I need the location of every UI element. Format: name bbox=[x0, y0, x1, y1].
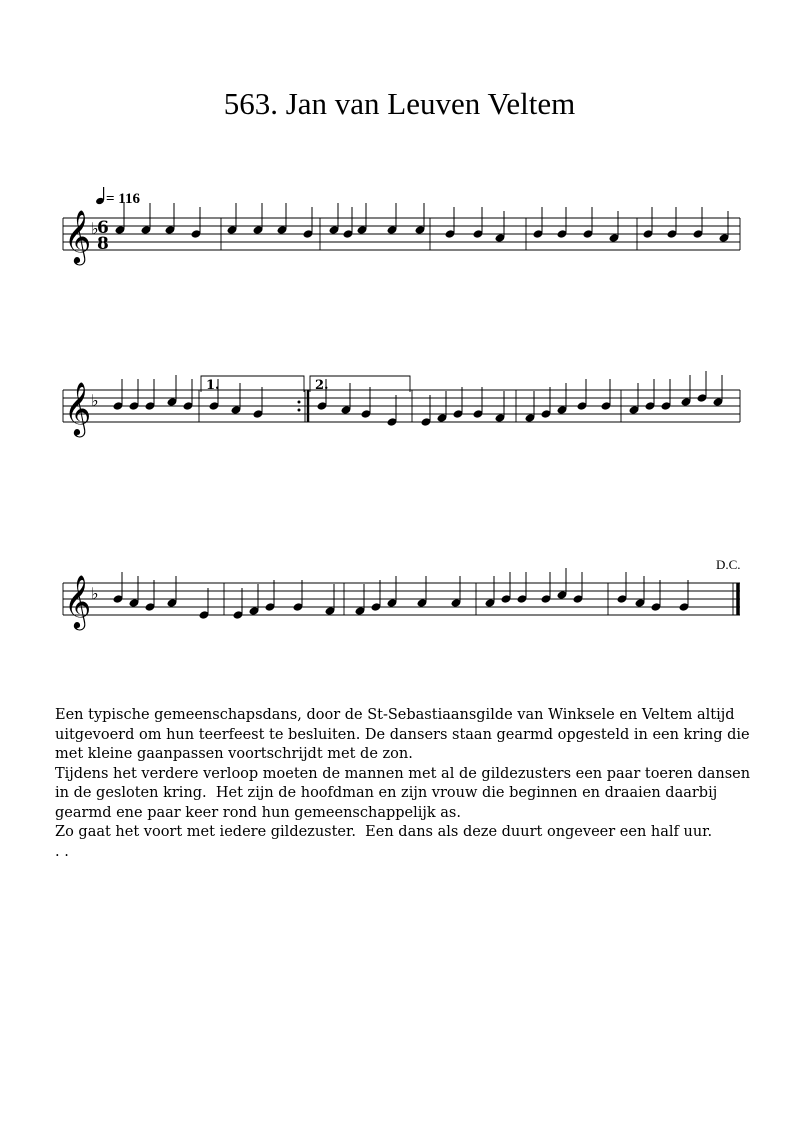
flat-icon: ♭ bbox=[91, 219, 99, 238]
flat-icon: ♭ bbox=[91, 584, 99, 603]
tempo-value: = 116 bbox=[106, 191, 140, 207]
description-line: uitgevoerd om hun teerfeest te besluiten. De dansers staan gearmd opgesteld in een kring die bbox=[55, 726, 750, 743]
staff-line-3 bbox=[0, 565, 799, 685]
description-line: met kleine gaanpassen voortschrijdt met de zon. bbox=[55, 746, 413, 762]
notes-line-3 bbox=[113, 568, 690, 620]
description-line: gearmd ene paar keer rond hun gemeenschappelijk as. bbox=[55, 804, 461, 821]
page-title: 563. Jan van Leuven Veltem bbox=[223, 86, 576, 121]
description-line: Tijdens het verdere verloop moeten de mannen met al de gildezusters een paar toeren dansen bbox=[55, 765, 751, 782]
description-text bbox=[55, 706, 755, 862]
notes-line-2 bbox=[113, 371, 724, 427]
volta-2-label: 2. bbox=[315, 378, 329, 393]
dc-marking: D.C. bbox=[716, 557, 741, 572]
description-line: Een typische gemeenschapsdans, door de St-Sebastiaansgilde van Winksele en Veltem altijd bbox=[55, 707, 735, 723]
treble-clef-icon: 𝄞 bbox=[64, 381, 92, 435]
description-line: Zo gaat het voort met iedere gildezuster. Een dans als deze duurt ongeveer een half uur. bbox=[55, 824, 713, 840]
treble-clef-icon: 𝄞 bbox=[64, 209, 92, 263]
time-sig-bottom: 8 bbox=[97, 234, 109, 254]
treble-clef-icon: 𝄞 bbox=[64, 574, 92, 628]
time-sig-top: 6 bbox=[97, 218, 109, 238]
flat-icon: ♭ bbox=[91, 391, 99, 410]
description-line: in de gesloten kring. Het zijn de hoofdman en zijn vrouw die beginnen en draaien daarbij bbox=[55, 785, 718, 801]
staff-line-1 bbox=[0, 180, 799, 300]
description-line: . . bbox=[55, 843, 69, 860]
volta-1-label: 1. bbox=[206, 378, 220, 393]
staff-line-2 bbox=[0, 370, 799, 490]
